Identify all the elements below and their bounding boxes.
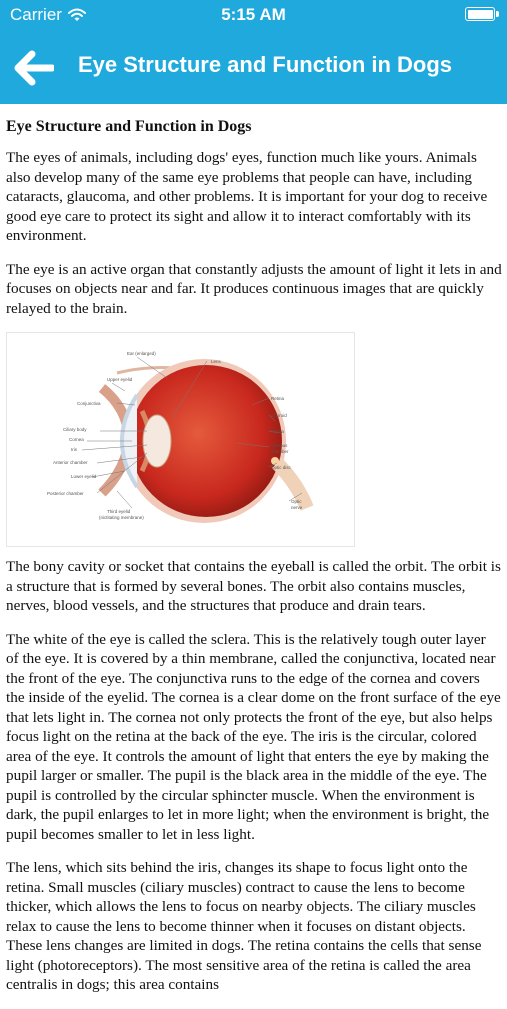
label-posterior-chamber: Posterior chamber: [47, 491, 84, 496]
carrier-label: Carrier: [10, 5, 62, 24]
label-vitreous: Vitreous: [271, 443, 288, 448]
article-paragraph-1: The eyes of animals, including dogs' eyes, function much like yours. Animals also develop many of the same eye problems that people can have, including cataracts, glaucoma, and other problems. It is important for your dog to receive good eye care to protect its sight and allow it to interact comfortably with its environment.: [6, 149, 488, 244]
label-choroid: Choroid: [271, 413, 287, 418]
label-cornea: Cornea: [69, 437, 84, 442]
label-lens: Lens: [211, 359, 221, 364]
label-vitreous-chamber: chamber: [271, 449, 289, 454]
label-lower-eyelid: Lower eyelid: [71, 474, 97, 479]
label-conjunctiva: Conjunctiva: [77, 401, 101, 406]
eye-anatomy-diagram: [6, 332, 355, 547]
article-heading: Eye Structure and Function in Dogs: [6, 118, 252, 135]
navigation-bar: [0, 28, 507, 104]
label-iris: Iris: [71, 447, 77, 452]
label-upper-eyelid: Upper eyelid: [107, 377, 133, 382]
label-anterior-chamber: Anterior chamber: [53, 460, 88, 465]
label-third-eyelid: Third eyelid: [107, 509, 131, 514]
back-button[interactable]: [10, 48, 56, 88]
article-paragraph-3: The bony cavity or socket that contains the eyeball is called the orbit. The orbit is a structure that is formed by several bones. The orbit also contains muscles, nerves, blood vessels, and the structures that produce and drain tears.: [6, 558, 501, 614]
label-ear: Ear (enlarged): [127, 351, 156, 356]
label-optic-disc: Optic disc: [271, 465, 291, 470]
arrow-left-icon: [12, 50, 54, 86]
label-ciliary-body: Ciliary body: [63, 427, 87, 432]
label-retina: Retina: [271, 396, 285, 401]
article-paragraph-4: The white of the eye is called the sclera. This is the relatively tough outer layer of the eye. It is covered by a thin membrane, called the conjunctiva, located near the front of the eye. The conjunctiva runs to the edge of the cornea and covers the inside of the eyelid. The cornea is a clear dome on the front surface of the eye that lets light in. The cornea not only protects the front of the eye, but also helps focus light on the retina at the back of the eye. The iris is the circular, colored area of the eye. It controls the amount of light that enters the eye by making the pupil larger or smaller. The pupil is the black area in the middle of the eye. The pupil is controlled by the circular sphincter muscle. When the environment is dark, the pupil enlarges to let in more light; when the environment is bright, the pupil becomes smaller to let in less light.: [6, 630, 501, 843]
label-third-eyelid-note: (nictitating membrane): [99, 515, 144, 520]
article-content: [6, 104, 502, 1009]
status-time: 5:15 AM: [221, 5, 286, 24]
battery-icon: [465, 7, 495, 21]
article-paragraph-5: The lens, which sits behind the iris, changes its shape to focus light onto the retina. Small muscles (ciliary muscles) contract to cause the lens to become thicker, which allows the lens to focus on nearby objects. The ciliary muscles relax to cause the lens to become thinner when it focuses on distant objects. These lens changes are limited in dogs. The retina contains the cells that sense light (photoreceptors). The most sensitive area of the retina is called the area centralis in dogs; this area contains: [6, 859, 482, 993]
label-sclera: Sclera: [271, 429, 284, 434]
article-paragraph-2: The eye is an active organ that constantly adjusts the amount of light it lets in and focuses on objects near and far. It produces continuous images that are quickly relayed to the brain.: [6, 260, 502, 317]
eye-anatomy-illustration: [7, 333, 354, 546]
label-optic-nerve-2: nerve: [291, 505, 303, 510]
label-optic-nerve: Optic: [291, 499, 302, 504]
nav-title: Eye Structure and Function in Dogs: [78, 52, 453, 77]
status-bar: [0, 0, 507, 28]
